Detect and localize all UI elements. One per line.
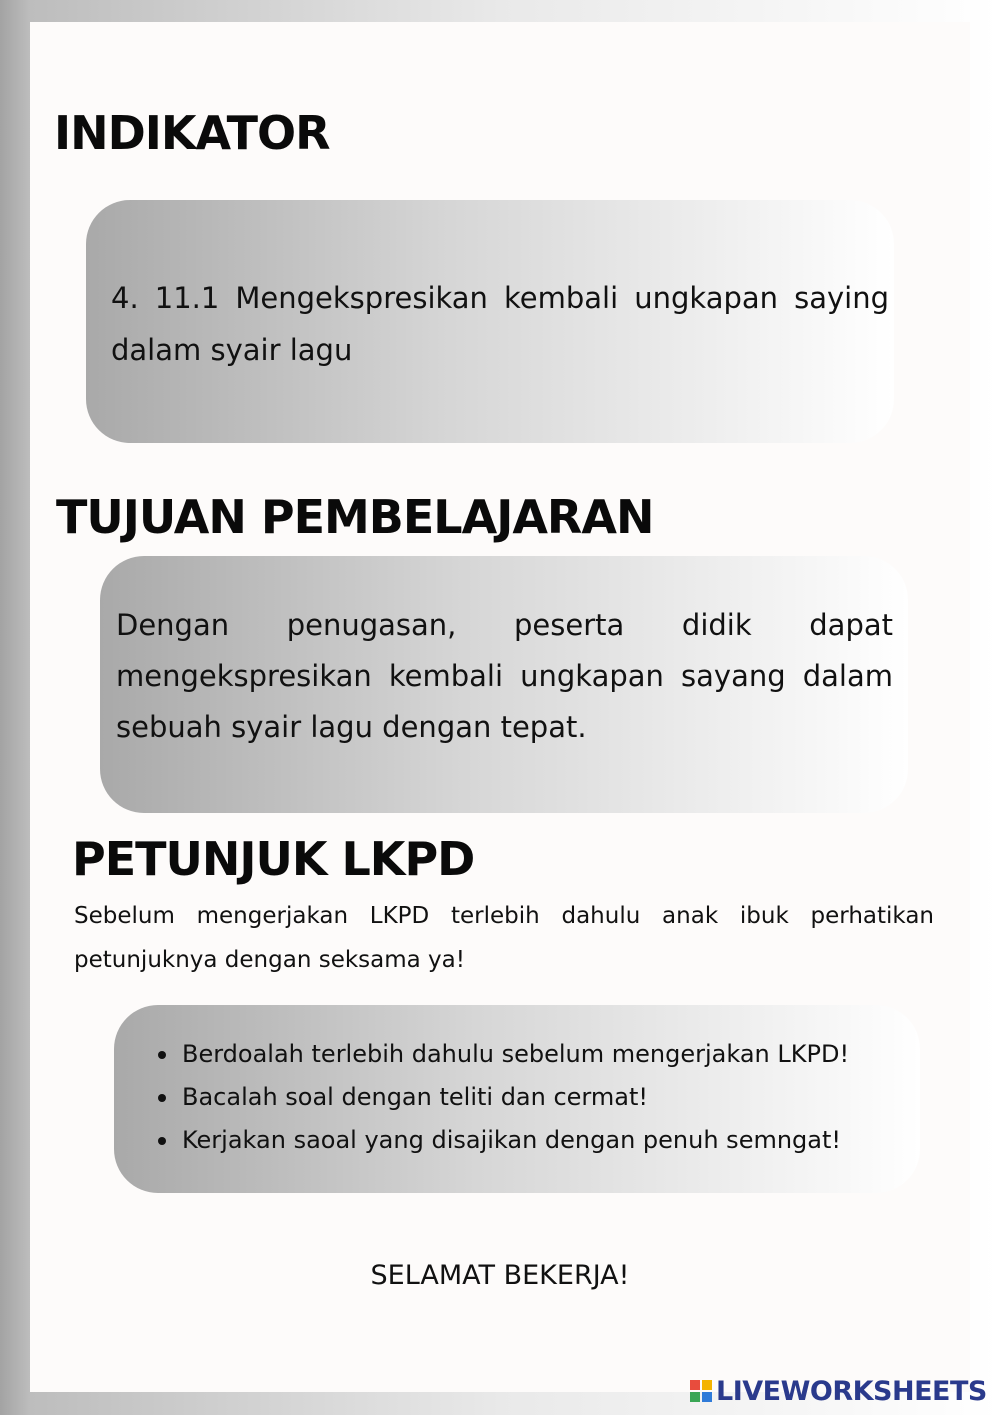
liveworksheets-brand[interactable] (690, 1374, 990, 1408)
petunjuk-intro: Sebelum mengerjakan LKPD terlebih dahulu anak ibuk perhatikan petunjuknya dengan seksama ya! (74, 903, 934, 973)
list-item-text: Kerjakan saoal yang disajikan dengan penuh semngat! (182, 1126, 842, 1154)
list-item (154, 1076, 849, 1119)
closing-text: SELAMAT BEKERJA! (370, 1260, 630, 1291)
bullet-icon (158, 1137, 166, 1145)
bullet-icon (158, 1094, 166, 1102)
list-item-text: Berdoalah terlebih dahulu sebelum mengerjakan LKPD! (182, 1040, 850, 1068)
tujuan-card (100, 556, 908, 813)
petunjuk-card (114, 1005, 920, 1193)
indikator-card (86, 200, 894, 443)
bullet-icon (158, 1051, 166, 1059)
worksheet-page (30, 22, 970, 1392)
list-item (154, 1119, 849, 1162)
list-item-text: Bacalah soal dengan teliti dan cermat! (182, 1083, 648, 1111)
petunjuk-list (154, 1033, 849, 1162)
indikator-text: 4. 11.1 Mengekspresikan kembali ungkapan saying dalam syair lagu (111, 281, 889, 367)
list-item (154, 1033, 849, 1076)
petunjuk-heading: PETUNJUK LKPD (72, 832, 475, 886)
brand-name: LIVEWORKSHEETS (716, 1375, 987, 1407)
tujuan-text: Dengan penugasan, peserta didik dapat mengekspresikan kembali ungkapan sayang dalam sebuah syair lagu dengan tepat. (116, 608, 893, 744)
tujuan-heading: TUJUAN PEMBELAJARAN (56, 490, 654, 544)
indikator-heading: INDIKATOR (54, 106, 330, 160)
liveworksheets-logo-icon (690, 1380, 712, 1402)
